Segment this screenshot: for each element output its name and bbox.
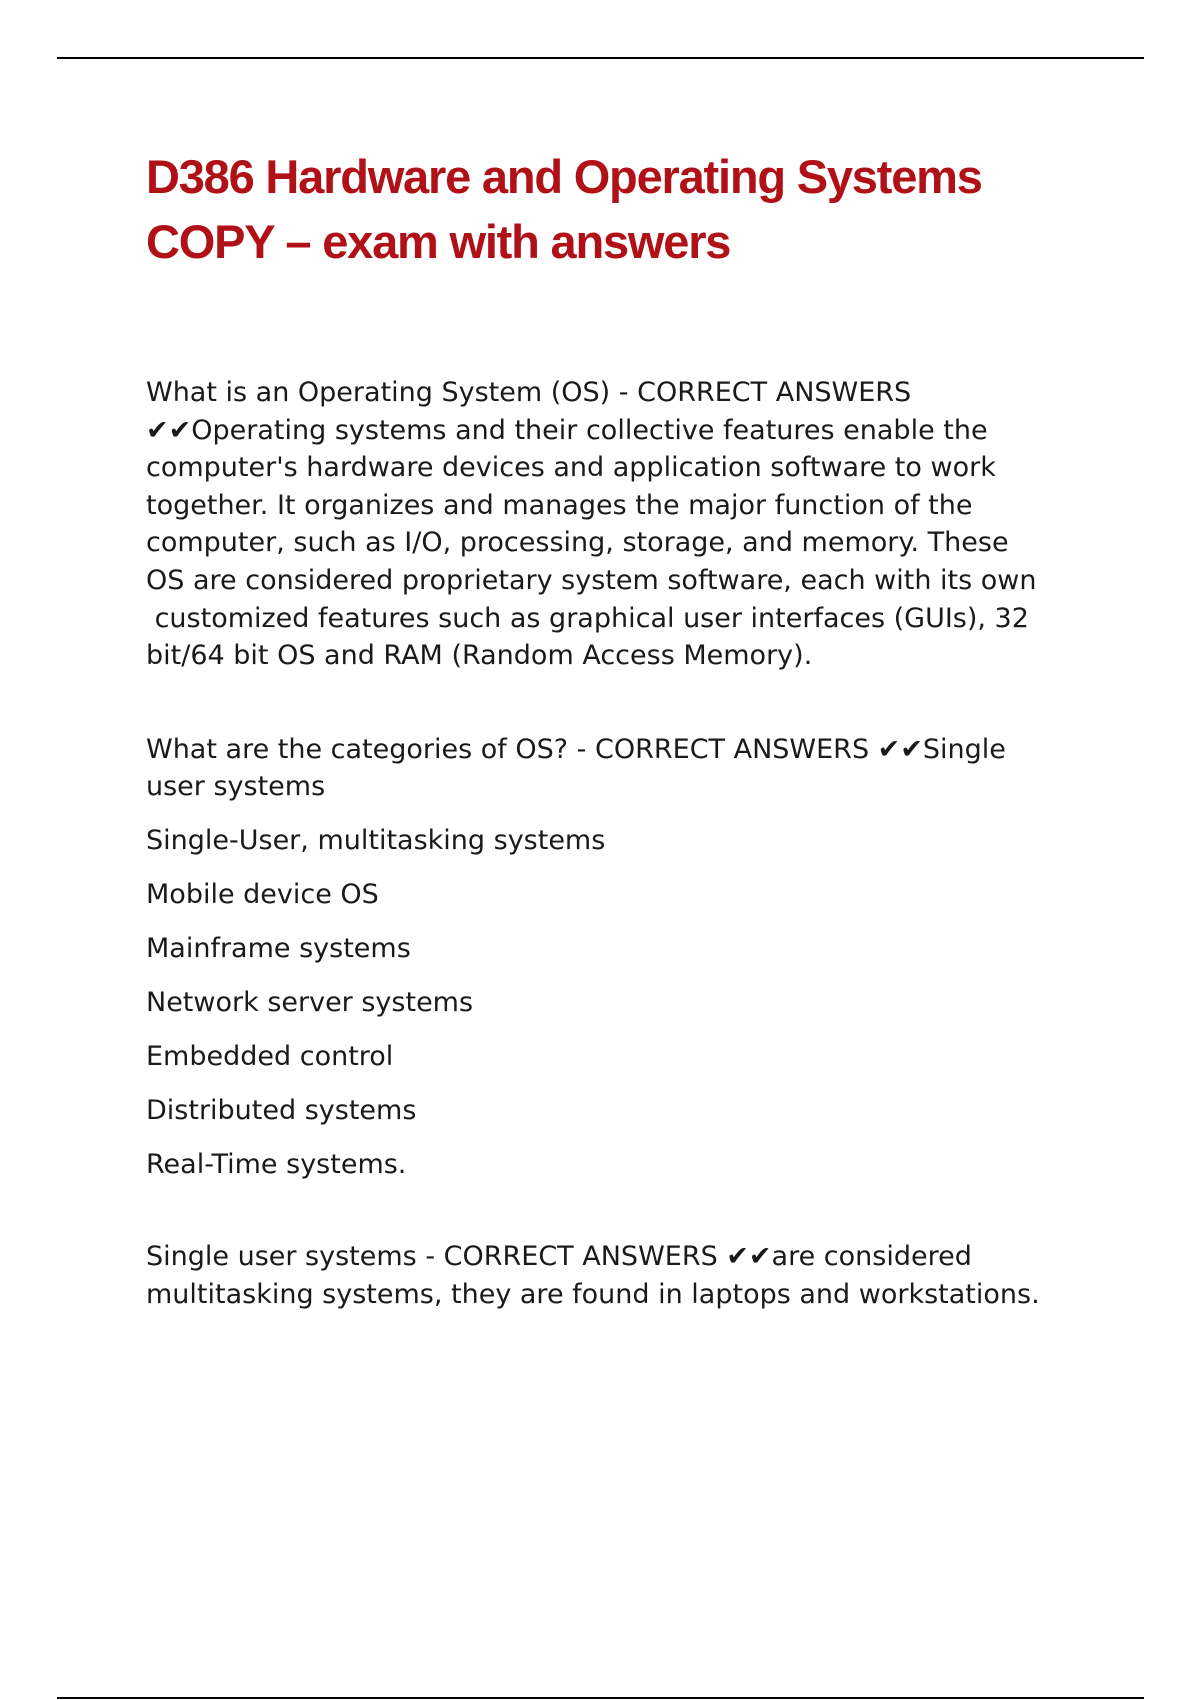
text-line: bit/64 bit OS and RAM (Random Access Memory). — [146, 640, 813, 672]
qa-block-operating-system — [146, 374, 1106, 675]
text-line: computer's hardware devices and application software to work — [146, 452, 996, 484]
text-line: computer, such as I/O, processing, storage, and memory. These — [146, 527, 1009, 559]
top-rule — [57, 57, 1144, 59]
text-line: user systems — [146, 771, 326, 803]
list-item: Single-User, multitasking systems — [146, 824, 606, 856]
text-line: What is an Operating System (OS) - CORRECT ANSWERS — [146, 377, 912, 408]
text-line: What are the categories of OS? - CORRECT ANSWERS ✔✔Single — [146, 733, 1006, 765]
text-line: ✔✔Operating systems and their collective features enable the — [146, 414, 988, 446]
title-line: D386 Hardware and Operating Systems — [146, 150, 982, 203]
list-item: Network server systems — [146, 986, 474, 1018]
qa-block-os-categories — [146, 731, 1106, 1184]
qa-text — [146, 374, 1106, 675]
text-line: Single user systems - CORRECT ANSWERS ✔✔are considered — [146, 1240, 972, 1272]
document-title — [146, 144, 1106, 274]
list-item: Embedded control — [146, 1040, 394, 1072]
text-line: customized features such as graphical user interfaces (GUIs), 32 — [146, 602, 1029, 634]
document-content — [146, 144, 1106, 1313]
list-item: Real-Time systems. — [146, 1148, 407, 1180]
text-line: OS are considered proprietary system software, each with its own — [146, 564, 1037, 596]
bottom-rule — [57, 1697, 1144, 1699]
qa-block-single-user-systems — [146, 1238, 1106, 1313]
text-line: multitasking systems, they are found in laptops and workstations. — [146, 1278, 1040, 1310]
text-line: together. It organizes and manages the major function of the — [146, 489, 973, 521]
title-line: COPY – exam with answers — [146, 215, 731, 268]
list-item: Mainframe systems — [146, 932, 411, 964]
os-category-list — [146, 822, 1106, 1184]
qa-text — [146, 1238, 1106, 1313]
list-item: Distributed systems — [146, 1094, 417, 1126]
list-item: Mobile device OS — [146, 878, 379, 910]
qa-text — [146, 731, 1106, 806]
